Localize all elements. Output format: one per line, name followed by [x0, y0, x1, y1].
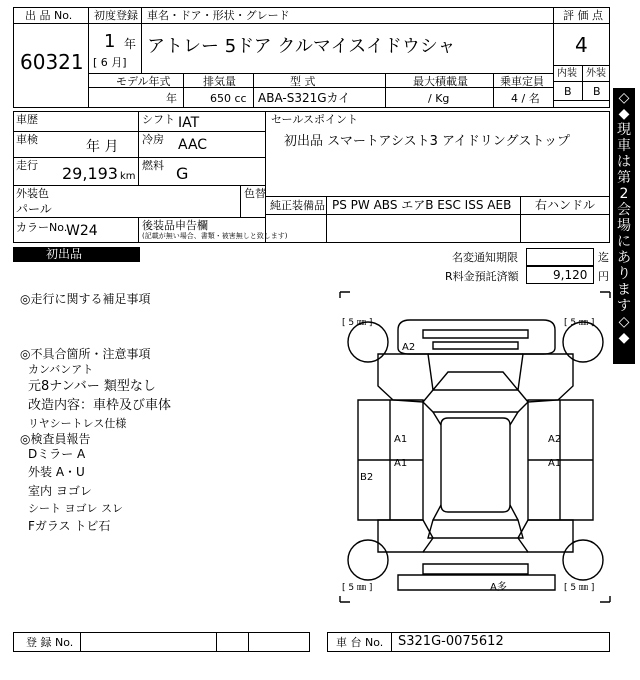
sales-point-label: セールスポイント	[271, 113, 359, 126]
interior-grade-label: 内装	[557, 68, 577, 79]
damage-mark: A1	[548, 458, 562, 469]
damage-mark: A2	[402, 342, 416, 353]
steering-side: 右ハンドル	[535, 198, 596, 212]
shift-value: IAT	[178, 115, 200, 131]
inspector-heading: ◎検査員報告	[20, 432, 91, 446]
exterior-grade: B	[593, 85, 601, 98]
recolor-label: 色替	[244, 187, 266, 200]
mileage-unit: km	[120, 171, 136, 182]
first-registration-label: 初度登録	[94, 9, 138, 22]
tire-depth-label: [ 5 ㎜ ]	[564, 318, 595, 328]
first-registration-year: 1	[104, 31, 116, 52]
exterior-color-label: 外装色	[16, 187, 49, 200]
damage-mark: A1	[394, 434, 408, 445]
recycle-unit: 円	[598, 270, 609, 283]
defect-line: 改造内容：車枠及び車体	[28, 398, 172, 413]
car-damage-diagram	[338, 290, 612, 604]
lot-number-label: 出 品 No.	[25, 9, 73, 22]
fuel-value: G	[176, 164, 189, 183]
damage-mark: A多	[490, 582, 507, 593]
model-year-value: 年	[166, 92, 177, 105]
inspector-line: Fガラス トビ石	[28, 519, 111, 533]
damage-mark: A2	[548, 434, 562, 445]
inspector-line: シート ヨゴレ スレ	[28, 502, 123, 515]
inspector-line: Dミラー A	[28, 447, 86, 461]
car-name-label: 車名・ドア・形状・グレード	[147, 9, 290, 22]
equipment-items: PS PW ABS エアB ESC ISS AEB	[332, 198, 512, 212]
recycle-label: R料金預託済額	[445, 270, 519, 283]
chassis-number: S321G-0075612	[398, 634, 504, 649]
grade-label: 評 価 点	[563, 9, 603, 22]
capacity-value: 4 / 名	[511, 92, 540, 105]
side-banner: ◇ ◆ 現 車 は 第 2 会 場 に あ り ま す ◇ ◆	[613, 88, 635, 364]
inspector-line: 外装 A・U	[28, 465, 85, 479]
first-listing-text: 初出品	[46, 247, 83, 261]
interior-grade: B	[564, 85, 572, 98]
mileage-value: 29,193	[62, 164, 118, 183]
color-number-label: カラーNo.	[16, 221, 68, 234]
sales-point-text: 初出品 スマートアシスト3 アイドリングストップ	[284, 134, 571, 149]
max-load-label: 最大積載量	[413, 75, 468, 88]
damage-mark: B2	[360, 472, 374, 483]
inspection-value: 年 月	[86, 139, 119, 155]
car-name: アトレー 5ドア クルマイスイドウシャ	[147, 36, 456, 57]
equipment-label: 純正装備品	[270, 199, 325, 212]
defect-line: カンバンアト	[28, 363, 94, 376]
exterior-grade-label: 外装	[586, 68, 606, 79]
aftermarket-note: (記載が無い場合、書類・被害無しと致します)	[142, 232, 288, 240]
ac-label: 冷房	[142, 133, 164, 146]
defects-heading: ◎不具合箇所・注意事項	[20, 347, 151, 361]
defect-line: リヤシートレス仕様	[28, 417, 127, 430]
inspector-line: 室内 ヨゴレ	[28, 484, 92, 498]
deadline-box	[526, 248, 594, 266]
registration-label: 登 録 No.	[26, 636, 74, 649]
mileage-label: 走行	[16, 159, 38, 172]
type-label: 型 式	[290, 75, 316, 88]
tire-depth-label: [ 5 ㎜ ]	[342, 583, 373, 593]
shift-label: シフト	[142, 113, 175, 126]
displacement-label: 排気量	[203, 75, 236, 88]
year-unit: 年	[124, 37, 137, 51]
first-registration-month: [ 6 月]	[93, 56, 127, 69]
driving-remarks-heading: ◎走行に関する補足事項	[20, 292, 151, 306]
capacity-label: 乗車定員	[500, 75, 544, 88]
exterior-color-value: パール	[16, 202, 52, 216]
color-number-value: W24	[66, 223, 98, 239]
tire-depth-label: [ 5 ㎜ ]	[564, 583, 595, 593]
damage-mark: A1	[394, 458, 408, 469]
defect-line: 元8ナンバー 類型なし	[28, 379, 156, 394]
chassis-label: 車 台 No.	[336, 636, 384, 649]
ac-value: AAC	[178, 137, 208, 153]
lot-number: 60321	[20, 50, 84, 74]
displacement-value: 650 cc	[210, 92, 247, 105]
grade-value: 4	[575, 33, 588, 57]
fuel-label: 燃料	[142, 159, 164, 172]
recycle-value: 9,120	[553, 268, 588, 282]
model-year-label: モデル年式	[116, 75, 171, 88]
tire-depth-label: [ 5 ㎜ ]	[342, 318, 373, 328]
max-load-value: / Kg	[428, 92, 450, 105]
inspection-label: 車検	[16, 133, 38, 146]
deadline-label: 名変通知期限	[452, 251, 518, 264]
history-label: 車歴	[16, 113, 38, 126]
type-value: ABA-S321Gカイ	[258, 91, 351, 105]
deadline-unit: 迄	[598, 251, 609, 264]
aftermarket-label: 後装品申告欄	[142, 219, 208, 232]
